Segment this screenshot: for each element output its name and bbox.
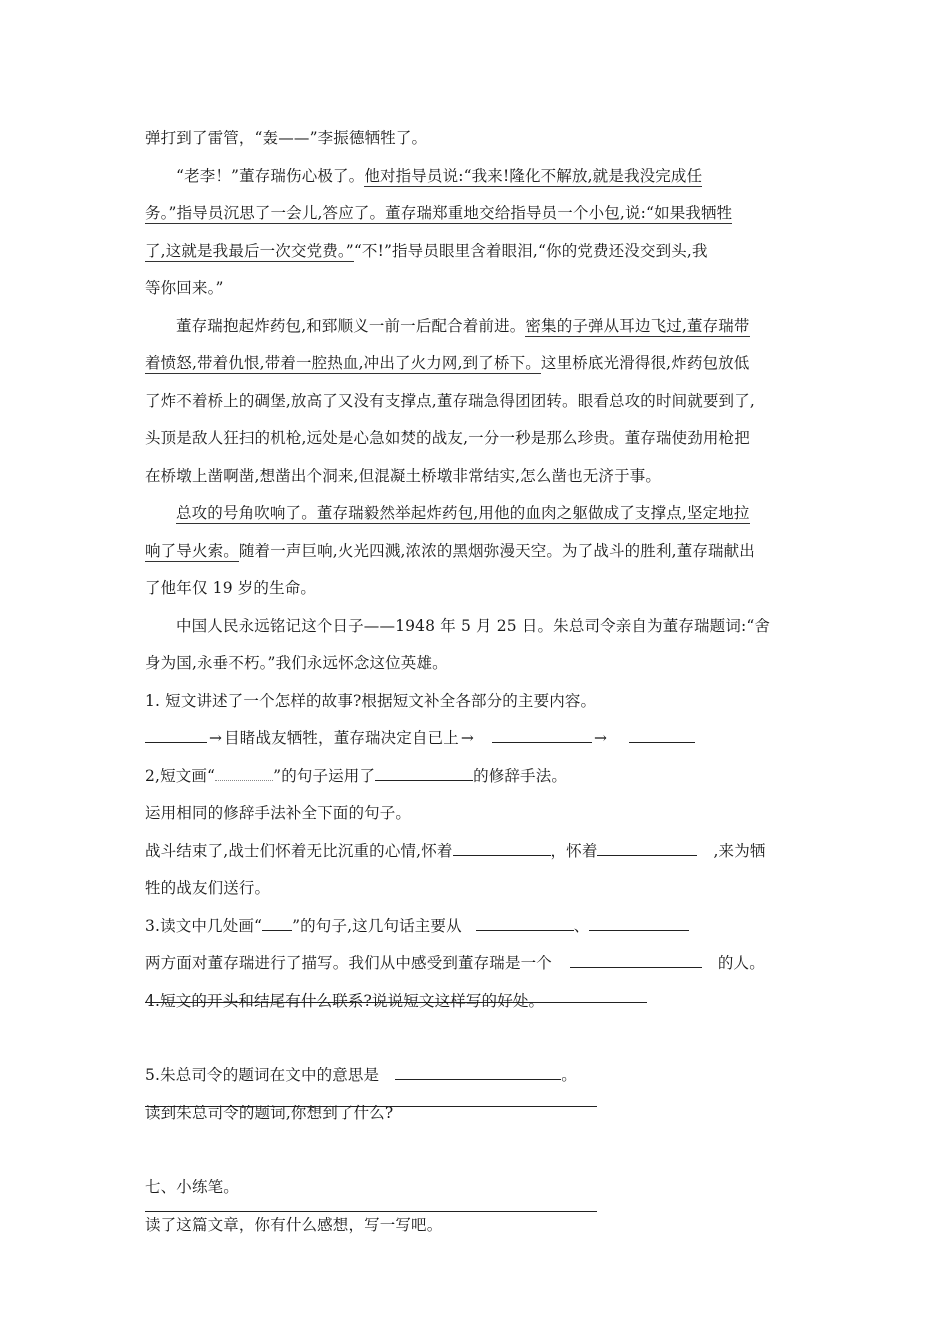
- story-text: 等你回来。”: [145, 279, 224, 297]
- story-text: “老李！”董存瑞伤心极了。: [176, 166, 365, 185]
- question-1: [145, 683, 810, 721]
- question-3: [145, 908, 810, 946]
- story-line: [145, 608, 810, 646]
- underlined-sentence: 了,这就是我最后一次交党费。”: [145, 241, 354, 260]
- story-text: 中国人民永远铭记这个日子——1948 年 5 月 25 日。朱总司令亲自为董存瑞题词:“舍: [176, 616, 771, 635]
- question-text: 的人。: [717, 954, 765, 972]
- question-text: ,来为牺: [713, 841, 766, 860]
- question-1-flow: [145, 720, 810, 758]
- answer-line-q5[interactable]: [145, 1106, 597, 1107]
- arrow-icon: →: [460, 729, 475, 747]
- story-line: [145, 345, 810, 383]
- section-7-prompt: [145, 1207, 810, 1245]
- arrow-icon: →: [209, 729, 223, 747]
- story-line: [145, 420, 810, 458]
- story-line: [145, 308, 810, 346]
- answer-blank[interactable]: [570, 951, 702, 968]
- question-text: 两方面对董存瑞进行了描写。我们从中感受到董存瑞是一个: [145, 954, 552, 972]
- story-text: 在桥墩上凿啊凿,想凿出个洞来,但混凝土桥墩非常结实,怎么凿也无济于事。: [145, 466, 662, 485]
- story-line: [145, 233, 810, 271]
- question-text: 目睹战友牺牲，董存瑞决定自已上: [224, 729, 459, 747]
- section-7-title: [145, 1169, 810, 1207]
- story-line: [145, 570, 810, 608]
- worksheet-page: [145, 120, 810, 1244]
- story-line: [145, 495, 810, 533]
- question-text: ”的句子,这几句话主要从: [292, 916, 462, 935]
- underlined-sentence: 响了导火索。: [145, 541, 239, 560]
- story-text: 董存瑞抱起炸药包,和郅顺义一前一后配合着前进。: [176, 316, 526, 335]
- question-text: ，怀着: [550, 841, 598, 860]
- story-text: 随着一声巨响,火光四溅,浓浓的黑烟弥漫天空。为了战斗的胜利,董存瑞献出: [238, 541, 755, 560]
- story-text: 弹打到了雷管，“轰——”李振德牺牲了。: [145, 129, 428, 147]
- story-text: 身为国,永垂不朽。”我们永远怀念这位英雄。: [145, 654, 448, 672]
- question-text: 的修辞手法。: [473, 766, 568, 785]
- question-text: ”的句子运用了: [273, 766, 376, 785]
- story-line: [145, 270, 810, 308]
- story-line: [145, 458, 810, 496]
- answer-line-q4[interactable]: [145, 1002, 647, 1003]
- story-line: [145, 383, 810, 421]
- question-text: 运用相同的修辞手法补全下面的句子。: [145, 804, 412, 822]
- question-text: 读了这篇文章，你有什么感想，写一写吧。: [145, 1215, 443, 1234]
- story-line: [145, 120, 810, 158]
- story-text: 了炸不着桥上的碉堡,放高了又没有支撑点,董存瑞急得团团转。眼看总攻的时间就要到了,: [145, 391, 755, 410]
- answer-blank[interactable]: [629, 726, 695, 743]
- story-text: 头顶是敌人狂扫的机枪,远处是心急如焚的战友,一分一秒是那么珍贵。董存瑞使劲用枪把: [145, 429, 750, 447]
- question-text: 3.读文中几处画“: [145, 916, 263, 935]
- answer-blank[interactable]: [395, 1063, 561, 1080]
- answer-blank[interactable]: [145, 726, 207, 743]
- underlined-sentence: 务。”指导员沉思了一会儿,答应了。董存瑞郑重地交给指导员一个小包,说:“如果我牺牲: [145, 204, 733, 222]
- question-text: 战斗结束了,战士们怀着无比沉重的心情,怀着: [145, 841, 453, 860]
- answer-blank[interactable]: [453, 839, 551, 856]
- answer-blank[interactable]: [597, 839, 697, 856]
- question-text: 1. 短文讲述了一个怎样的故事?根据短文补全各部分的主要内容。: [145, 691, 597, 710]
- question-text: 4.短文的开头和结尾有什么联系?说说短文这样写的好处。: [145, 991, 545, 1010]
- question-text: 。: [561, 1066, 577, 1084]
- story-line: [145, 158, 810, 196]
- question-text: 2,短文画“: [145, 766, 216, 785]
- underlined-sentence: 密集的子弹从耳边飞过,董存瑞带: [525, 316, 750, 335]
- question-2-sentence-end: [145, 870, 810, 908]
- underlined-sentence: 他对指导员说:“我来!隆化不解放,就是我没完成任: [364, 166, 703, 185]
- question-text: 5.朱总司令的题词在文中的意思是: [145, 1066, 380, 1084]
- answer-line-writing[interactable]: [145, 1211, 597, 1212]
- wavy-underline-marker: [215, 764, 273, 781]
- underlined-sentence: 着愤怒,带着仇恨,带着一腔热血,冲出了火力网,到了桥下。: [145, 354, 541, 372]
- story-line: [145, 195, 810, 233]
- story-text: 这里桥底光滑得很,炸药包放低: [540, 354, 750, 372]
- story-text: 了他年仅 19 岁的生命。: [145, 579, 317, 597]
- answer-blank[interactable]: [476, 914, 574, 931]
- section-title: 七、小练笔。: [145, 1178, 239, 1196]
- story-line: [145, 645, 810, 683]
- question-text: 读到朱总司令的题词,你想到了什么?: [145, 1103, 394, 1122]
- arrow-icon: →: [594, 729, 608, 747]
- question-3-cont: [145, 945, 810, 983]
- story-line: [145, 533, 810, 571]
- underlined-sentence: 总攻的号角吹响了。董存瑞毅然举起炸药包,用他的血肉之躯做成了支撑点,坚定地拉: [176, 504, 750, 522]
- question-2: [145, 758, 810, 796]
- question-5-followup: [145, 1095, 810, 1133]
- story-text: “不!”指导员眼里含着眼泪,“你的党费还没交到头,我: [353, 241, 708, 260]
- question-2-sentence: [145, 833, 810, 871]
- question-5: [145, 1057, 810, 1095]
- question-text: 牲的战友们送行。: [145, 879, 271, 897]
- underline-marker: [262, 914, 292, 931]
- answer-blank[interactable]: [589, 914, 689, 931]
- answer-blank[interactable]: [492, 726, 592, 743]
- question-text: 、: [573, 916, 590, 935]
- question-2-instruction: [145, 795, 810, 833]
- answer-blank[interactable]: [375, 764, 473, 781]
